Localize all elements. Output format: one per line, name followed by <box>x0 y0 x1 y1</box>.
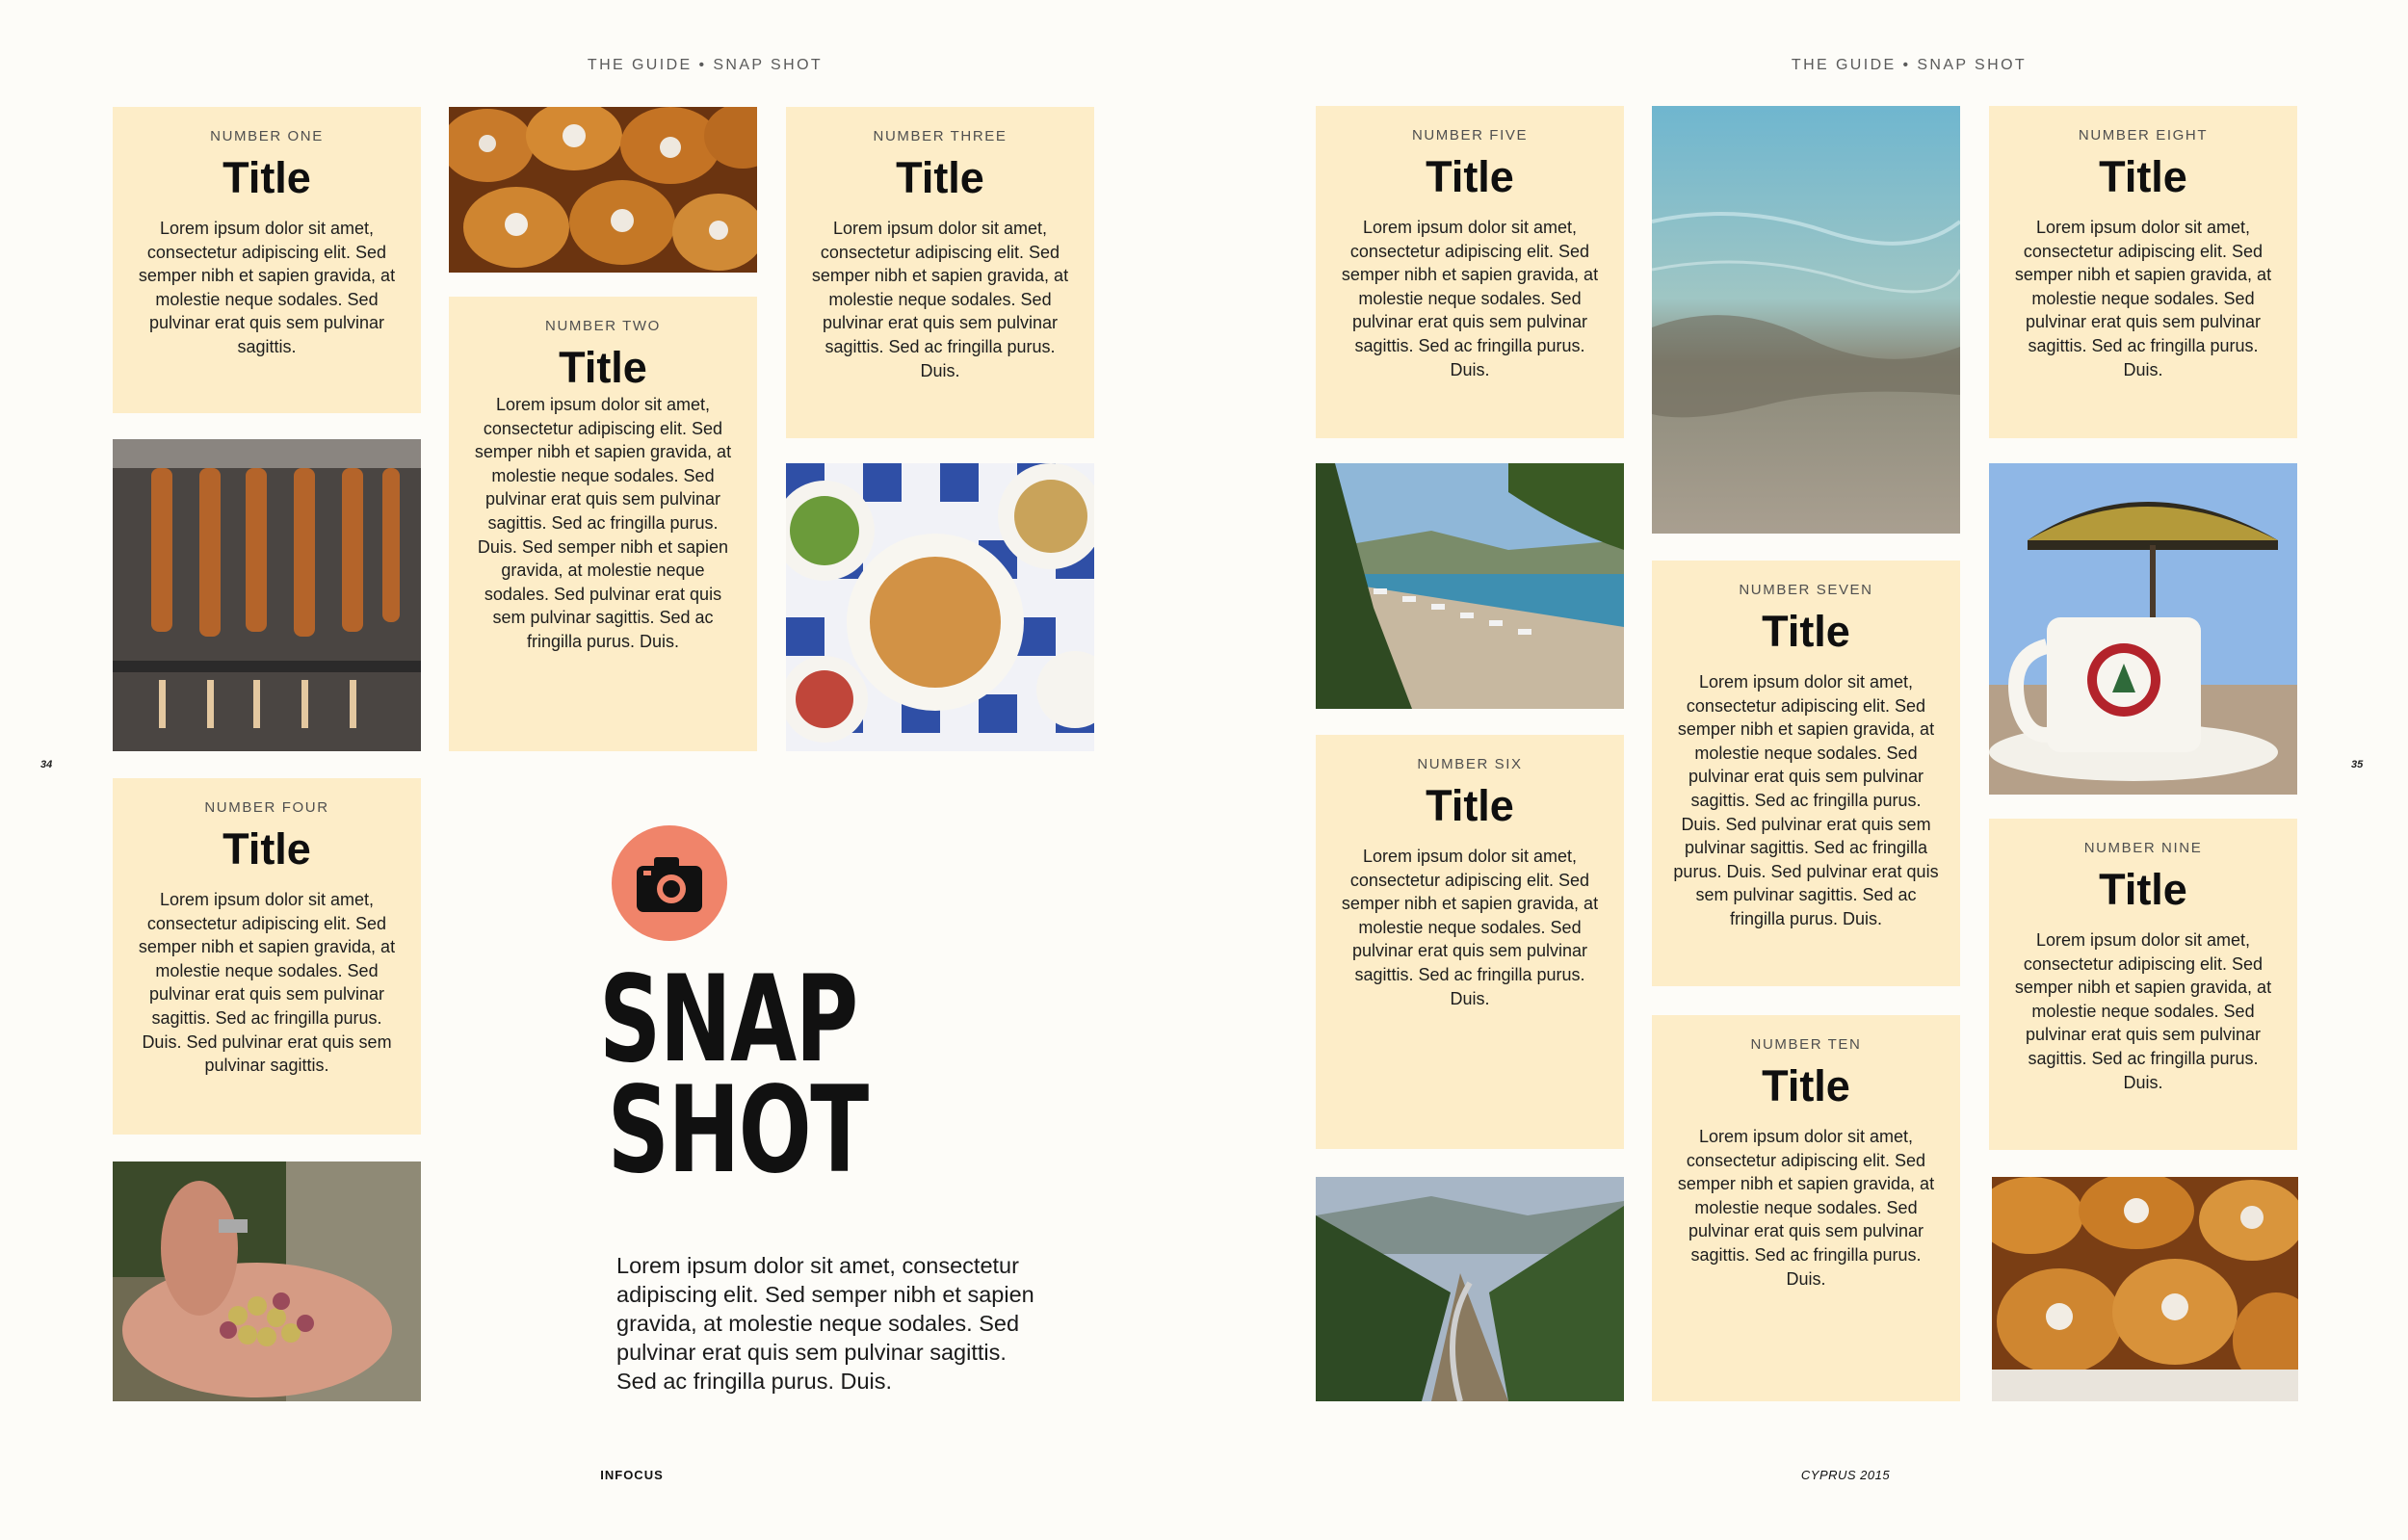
card-body: Lorem ipsum dolor sit amet, consectetur adipiscing elit. Sed semper nibh et sapien gravida, at molestie neque sodales. Sed pulvinar erat quis sem pulvinar sagittis. Sed ac fringilla purus. Duis. <box>1677 1127 1935 1289</box>
photo-souvlaki-skewers <box>113 439 421 751</box>
photo-pastries-closeup <box>1992 1177 2298 1401</box>
card-title: Title <box>1426 781 1514 830</box>
card-number-label: NUMBER NINE <box>2083 840 2203 856</box>
card-body: Lorem ipsum dolor sit amet, consectetur adipiscing elit. Sed semper nibh et sapien gravida, at molestie neque sodales. Sed pulvinar erat quis sem pulvinar sagittis. Sed ac fringilla purus. Duis. Sed pulvinar erat quis sem pulvinar sagittis. Sed ac fringilla purus. Duis. Sed pulvinar erat quis sem pulvinar sagittis. Sed ac fringilla purus. Duis. <box>1673 672 1939 928</box>
card-number-label: NUMBER FIVE <box>1411 127 1529 144</box>
card-number-label: NUMBER SEVEN <box>1739 582 1873 598</box>
card-title: Title <box>1426 152 1514 201</box>
photo-meze-plate <box>786 463 1094 751</box>
feature-title-line-2: SHOT <box>607 1061 868 1201</box>
camera-badge <box>612 825 727 941</box>
card-body: Lorem ipsum dolor sit amet, consectetur adipiscing elit. Sed semper nibh et sapien gravida, at molestie neque sodales. Sed pulvinar erat quis sem pulvinar sagittis. Sed ac fringilla purus. Duis. <box>1341 218 1599 379</box>
left-running-head: THE GUIDE • SNAP SHOT <box>587 57 824 73</box>
card-title: Title <box>222 824 311 874</box>
card-title: Title <box>2099 865 2187 914</box>
feature-title <box>599 951 868 1201</box>
camera-icon <box>612 825 727 941</box>
card-number-four <box>113 778 421 1135</box>
card-title: Title <box>896 153 984 202</box>
photo-mountain-road <box>1316 1177 1624 1401</box>
card-number-label: NUMBER FOUR <box>204 799 329 816</box>
photo-beach-umbrellas <box>1316 463 1624 709</box>
card-body: Lorem ipsum dolor sit amet, consectetur adipiscing elit. Sed semper nibh et sapien gravida, at molestie neque sodales. Sed pulvinar erat quis sem pulvinar sagittis. Sed ac fringilla purus. Duis. Sed pulvinar erat quis sem pulvinar sagittis. <box>138 890 396 1076</box>
card-number-one <box>113 107 421 413</box>
card-number-label: NUMBER TEN <box>1750 1036 1862 1053</box>
card-title: Title <box>1762 607 1850 656</box>
card-number-ten <box>1652 1015 1960 1401</box>
card-title: Title <box>1762 1061 1850 1110</box>
right-page-number: 35 <box>2351 759 2364 770</box>
photo-shoreline <box>1652 106 1960 534</box>
card-body: Lorem ipsum dolor sit amet, consectetur adipiscing elit. Sed semper nibh et sapien gravida, at molestie neque sodales. Sed pulvinar erat quis sem pulvinar sagittis. Sed ac fringilla purus. Duis. Sed semper nibh et sapien gravida, at molestie neque sodales. Sed pulvinar erat quis sem pulvinar sagittis. Sed ac fringilla purus. Duis. <box>474 395 732 651</box>
right-footer: CYPRUS 2015 <box>1800 1468 1891 1482</box>
card-number-label: NUMBER EIGHT <box>2078 127 2209 144</box>
card-number-three <box>786 107 1094 438</box>
feature-intro: Lorem ipsum dolor sit amet, consectetur adipiscing elit. Sed semper nibh et sapien gravida, at molestie neque sodales. Sed pulvinar erat quis sem pulvinar sagittis. Sed ac fringilla purus. Duis. <box>616 1253 1034 1394</box>
card-number-label: NUMBER TWO <box>545 318 661 334</box>
card-body: Lorem ipsum dolor sit amet, consectetur adipiscing elit. Sed semper nibh et sapien gravida, at molestie neque sodales. Sed pulvinar erat quis sem pulvinar sagittis. Sed ac fringilla purus. Duis. <box>1341 847 1599 1008</box>
card-title: Title <box>222 153 311 202</box>
card-number-five <box>1316 106 1624 438</box>
card-number-nine <box>1989 819 2297 1150</box>
card-body: Lorem ipsum dolor sit amet, consectetur adipiscing elit. Sed semper nibh et sapien gravida, at molestie neque sodales. Sed pulvinar erat quis sem pulvinar sagittis. <box>138 219 396 356</box>
photo-pastries <box>449 107 757 273</box>
card-number-two <box>449 297 757 751</box>
card-body: Lorem ipsum dolor sit amet, consectetur adipiscing elit. Sed semper nibh et sapien gravida, at molestie neque sodales. Sed pulvinar erat quis sem pulvinar sagittis. Sed ac fringilla purus. Duis. <box>2014 218 2272 379</box>
card-number-six <box>1316 735 1624 1149</box>
card-title: Title <box>2099 152 2187 201</box>
photo-coffee-cup <box>1989 463 2297 795</box>
card-title: Title <box>559 343 647 392</box>
card-number-label: NUMBER THREE <box>873 128 1008 144</box>
photo-mulberries-in-hands <box>113 1162 421 1401</box>
card-body: Lorem ipsum dolor sit amet, consectetur adipiscing elit. Sed semper nibh et sapien gravida, at molestie neque sodales. Sed pulvinar erat quis sem pulvinar sagittis. Sed ac fringilla purus. Duis. <box>811 219 1069 380</box>
card-body: Lorem ipsum dolor sit amet, consectetur adipiscing elit. Sed semper nibh et sapien gravida, at molestie neque sodales. Sed pulvinar erat quis sem pulvinar sagittis. Sed ac fringilla purus. Duis. <box>2014 930 2272 1092</box>
left-footer: INFOCUS <box>600 1468 664 1482</box>
left-page-number: 34 <box>40 759 53 770</box>
card-number-label: NUMBER ONE <box>210 128 324 144</box>
right-running-head: THE GUIDE • SNAP SHOT <box>1791 57 2028 73</box>
feature-title-line-1: SNAP <box>599 951 857 1089</box>
card-number-seven <box>1652 561 1960 986</box>
card-number-label: NUMBER SIX <box>1417 756 1523 772</box>
card-number-eight <box>1989 106 2297 438</box>
